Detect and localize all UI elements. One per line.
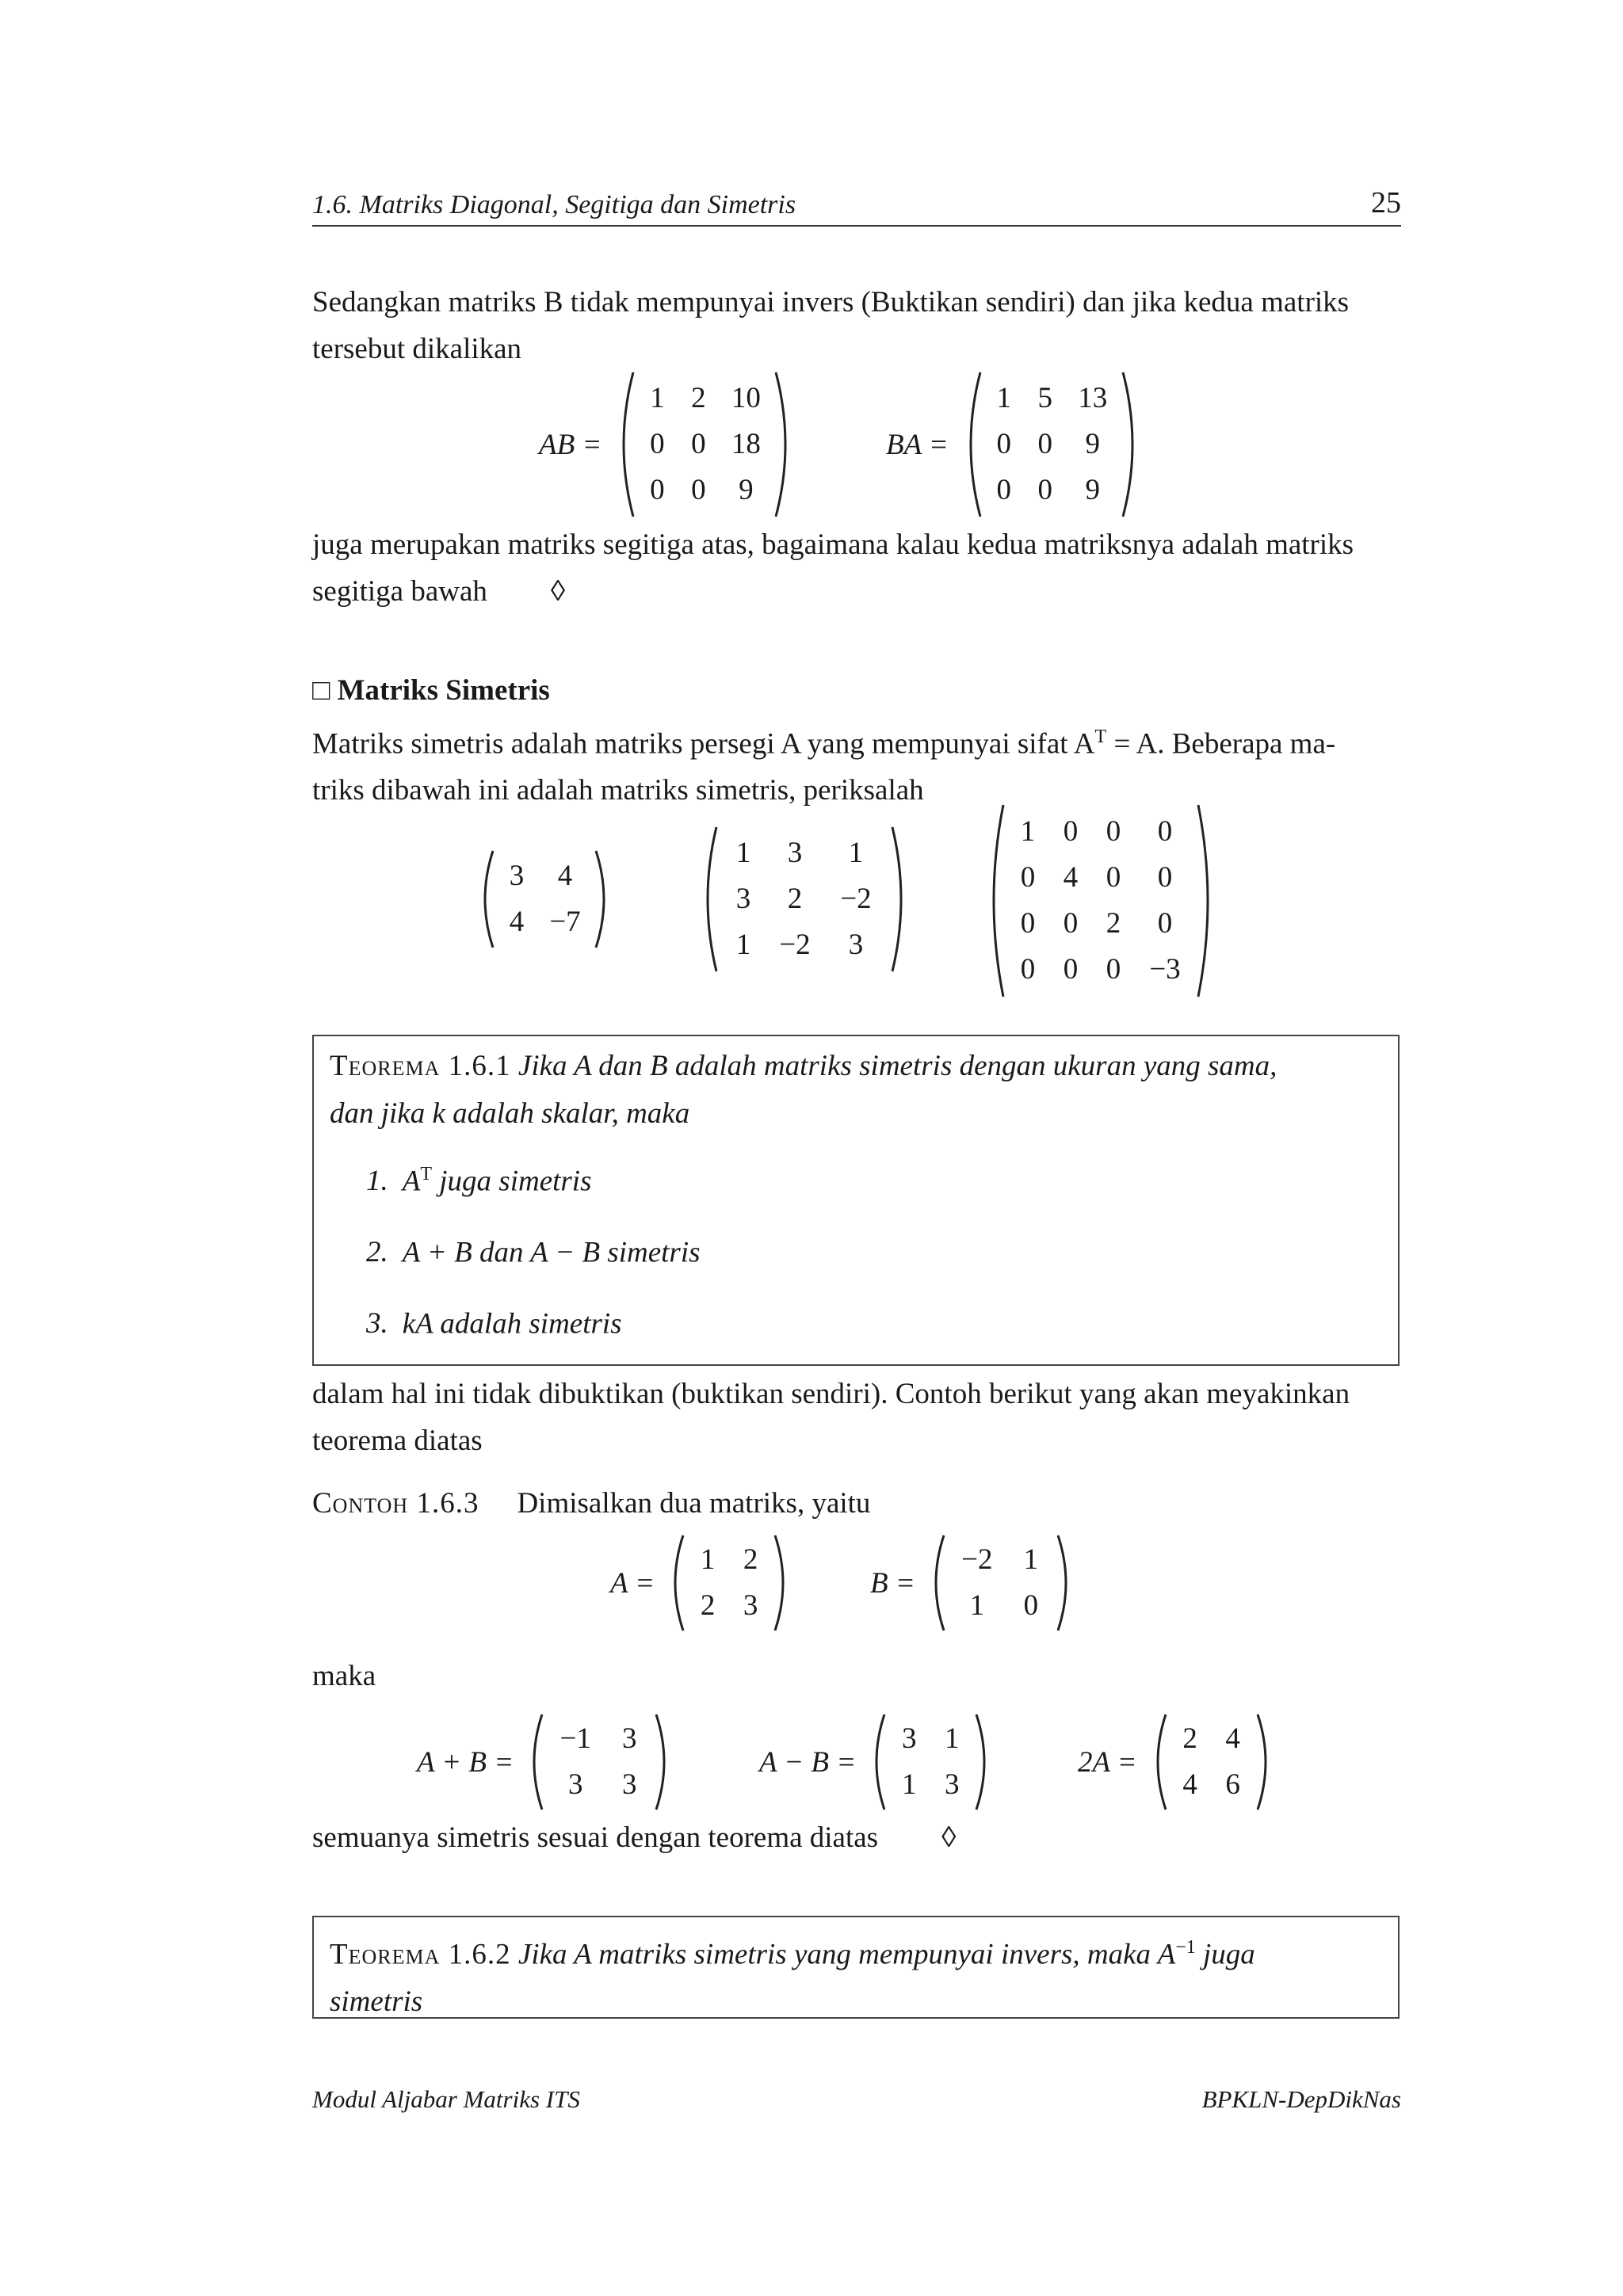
paragraph-intro-line2: tersebut dikalikan (312, 333, 522, 365)
matrix-cell: 0 (1020, 907, 1036, 940)
matrix-cell: 1 (944, 1722, 960, 1755)
theorem-item-text: kA adalah simetris (402, 1307, 622, 1341)
matrix-cell: 1 (735, 929, 751, 961)
section-title: 1.6. Matriks Diagonal, Segitiga dan Simetris (312, 190, 796, 219)
theorem-label: Teorema 1.6.1 (330, 1050, 511, 1082)
matrix-sum (545, 1716, 653, 1808)
matrix-cell: 2 (691, 382, 706, 414)
matrix-cell: 1 (700, 1543, 716, 1576)
example-heading (312, 1480, 1401, 1527)
theorem-text: Jika A matriks simetris yang mempunyai invers, maka A (510, 1938, 1176, 1971)
matrix-cell: −2 (840, 883, 872, 915)
page-header (312, 185, 1401, 227)
example-text: Dimisalkan dua matriks, yaitu (517, 1487, 871, 1520)
matrix-cell: 3 (567, 1768, 583, 1801)
matrix-cell: 1 (1020, 815, 1036, 848)
matrix-cell: 0 (1157, 907, 1173, 940)
inverse-sup: −1 (1175, 1937, 1196, 1958)
theorem-item-list (314, 1150, 1398, 1364)
matrix-cell: 2 (700, 1589, 716, 1622)
paragraph-not-proven-line1: dalam hal ini tidak dibuktikan (buktikan sendiri). Contoh berikut yang akan meyakinkan (312, 1378, 1350, 1410)
theorem-item-text: A + B dan A − B simetris (402, 1236, 701, 1269)
theorem-item-sup: T (420, 1164, 433, 1184)
matrix-m3 (720, 830, 889, 968)
matrix-cell: 0 (691, 474, 706, 506)
matrix-diff-equation (759, 1711, 994, 1813)
matrix-cell: 3 (848, 929, 864, 961)
theorem-box-2 (312, 1916, 1400, 2019)
paragraph-upper-triangular (312, 521, 1401, 615)
matrix-ab-equation (539, 369, 796, 520)
theorem-item-text-end: juga simetris (432, 1165, 592, 1198)
theorem-item-number: 3. (366, 1307, 388, 1341)
matrix-cell: 3 (944, 1768, 960, 1801)
left-paren (867, 1711, 888, 1813)
matrix-cell: 0 (650, 474, 665, 506)
matrix-cell: −3 (1149, 953, 1181, 986)
right-paren (1195, 802, 1219, 1000)
matrix-cell: −7 (549, 906, 581, 938)
right-paren (973, 1711, 994, 1813)
matrix-diff-label: A − B = (759, 1745, 857, 1779)
page-footer (312, 2085, 1401, 2114)
left-paren (666, 1532, 686, 1634)
matrix-cell: −2 (961, 1543, 993, 1576)
footer-right: BPKLN-DepDikNas (1201, 2085, 1401, 2113)
left-paren (613, 369, 636, 520)
matrix-ba (983, 376, 1120, 513)
section-heading: Matriks Simetris (337, 674, 550, 707)
matrix-ab (636, 376, 773, 513)
matrix-cell: 3 (621, 1768, 637, 1801)
footer-left: Modul Aljabar Matriks ITS (312, 2085, 580, 2113)
matrix-cell: 0 (1063, 953, 1079, 986)
definition-text: Matriks simetris adalah matriks persegi A yang mempunyai sifat A (312, 727, 1095, 761)
example-label: Contoh 1.6.3 (312, 1487, 479, 1520)
paragraph-not-proven (312, 1371, 1401, 1464)
left-paren (697, 824, 720, 974)
matrix-twice-equation (1078, 1711, 1275, 1813)
matrix-cell: 1 (1023, 1543, 1039, 1576)
matrix-sum-equation (417, 1711, 674, 1813)
matrix-b-label: B = (870, 1566, 915, 1600)
matrix-diff (888, 1716, 973, 1808)
conclusion-text: semuanya simetris sesuai dengan teorema diatas (312, 1821, 879, 1854)
left-paren (1148, 1711, 1169, 1813)
matrix-cell: 13 (1078, 382, 1108, 414)
matrix-cell: 1 (969, 1589, 985, 1622)
matrix-cell: 18 (731, 428, 761, 460)
matrix-cell: 0 (1023, 1589, 1039, 1622)
matrix-cell: 3 (787, 837, 803, 869)
right-paren (889, 824, 911, 974)
theorem-item-number: 2. (366, 1236, 388, 1269)
matrix-m2 (496, 853, 593, 945)
theorem-label: Teorema 1.6.2 (330, 1938, 511, 1971)
paragraph-upper-line1: juga merupakan matriks segitiga atas, bagaimana kalau kedua matriksnya adalah matriks (312, 528, 1354, 561)
matrix-cell: 0 (1063, 907, 1079, 940)
square-bullet-icon: □ (312, 674, 330, 707)
theorem-text-line2: dan jika k adalah skalar, maka (330, 1097, 690, 1130)
matrix-cell: 3 (735, 883, 751, 915)
matrix-cell: 0 (1037, 428, 1053, 460)
matrix-cell: 1 (735, 837, 751, 869)
right-paren (772, 1532, 792, 1634)
symmetric-matrix-4x4 (983, 802, 1219, 1000)
matrix-cell: 0 (691, 428, 706, 460)
matrix-cell: 2 (743, 1543, 758, 1576)
paragraph-upper-line2: segitiga bawah (312, 575, 487, 608)
theorem-text-line2: simetris (330, 1985, 423, 2019)
matrix-cell: 1 (901, 1768, 917, 1801)
matrix-b (947, 1537, 1055, 1629)
end-diamond-icon: ◊ (550, 575, 566, 608)
matrix-cell: 1 (996, 382, 1012, 414)
matrix-sum-label: A + B = (417, 1745, 514, 1779)
matrix-cell: 0 (1063, 815, 1079, 848)
matrix-cell: 3 (743, 1589, 758, 1622)
matrix-cell: 0 (996, 474, 1012, 506)
symmetric-matrix-3x3 (697, 824, 911, 974)
matrix-cell: 4 (557, 860, 573, 892)
theorem-item (366, 1150, 1398, 1222)
matrix-cell: 0 (1157, 861, 1173, 894)
symmetric-matrix-2x2 (475, 848, 613, 951)
matrix-cell: 2 (1182, 1722, 1197, 1755)
theorem-text-end: juga (1195, 1938, 1255, 1971)
matrix-cell: 0 (1157, 815, 1173, 848)
left-paren (960, 369, 983, 520)
matrix-cell: 4 (1225, 1722, 1240, 1755)
matrix-b-equation (870, 1532, 1075, 1634)
maka-text: maka (312, 1660, 376, 1692)
end-diamond-icon: ◊ (941, 1821, 957, 1854)
matrix-a-equation (610, 1532, 792, 1634)
matrix-cell: 3 (621, 1722, 637, 1755)
right-paren (1120, 369, 1144, 520)
matrix-cell: 6 (1225, 1768, 1240, 1801)
matrix-cell: −2 (779, 929, 811, 961)
matrix-cell: 5 (1037, 382, 1053, 414)
matrix-cell: 0 (1020, 953, 1036, 986)
left-paren (926, 1532, 947, 1634)
matrix-cell: 1 (848, 837, 864, 869)
paragraph-not-proven-line2: teorema diatas (312, 1425, 483, 1457)
matrix-cell: 0 (1106, 953, 1121, 986)
theorem-text: Jika A dan B adalah matriks simetris dengan ukuran yang sama, (510, 1050, 1277, 1082)
paragraph-intro-line1: Sedangkan matriks B tidak mempunyai invers (Buktikan sendiri) dan jika kedua matriks (312, 286, 1350, 318)
matrix-cell: 3 (901, 1722, 917, 1755)
matrix-cell: 4 (1182, 1768, 1197, 1801)
right-paren (1055, 1532, 1075, 1634)
transpose-sup: T (1094, 727, 1107, 747)
matrix-twice (1169, 1716, 1254, 1808)
example-conclusion (312, 1814, 1401, 1861)
matrix-cell: 0 (1037, 474, 1053, 506)
page-number: 25 (1371, 186, 1401, 219)
matrix-ba-equation (886, 369, 1144, 520)
matrix-ba-label: BA = (886, 428, 949, 461)
matrix-cell: 0 (1020, 861, 1036, 894)
theorem-box-1 (312, 1035, 1400, 1366)
theorem-item (366, 1222, 1398, 1293)
matrix-a-label: A = (610, 1566, 655, 1600)
left-paren (525, 1711, 545, 1813)
matrix-ab-label: AB = (539, 428, 602, 461)
matrix-cell: 10 (731, 382, 761, 414)
theorem-item-text: A (402, 1165, 421, 1198)
matrix-cell: −1 (559, 1722, 591, 1755)
matrix-cell: 9 (1085, 474, 1101, 506)
matrix-cell: 9 (1085, 428, 1101, 460)
matrix-cell: 0 (1106, 815, 1121, 848)
matrix-cell: 3 (509, 860, 525, 892)
theorem-item-number: 1. (366, 1165, 388, 1198)
matrix-twice-label: 2A = (1078, 1745, 1137, 1779)
right-paren (653, 1711, 674, 1813)
matrix-cell: 1 (650, 382, 665, 414)
paragraph-intro (312, 279, 1401, 372)
definition-line2: triks dibawah ini adalah matriks simetris, periksalah (312, 774, 924, 807)
section-symmetric (312, 667, 1401, 814)
matrix-cell: 0 (996, 428, 1012, 460)
left-paren (475, 848, 496, 951)
definition-text-end: = A. Beberapa ma- (1106, 727, 1336, 761)
theorem-item (366, 1293, 1398, 1364)
right-paren (773, 369, 796, 520)
matrix-cell: 2 (787, 883, 803, 915)
matrix-a (686, 1537, 772, 1629)
matrix-cell: 9 (739, 474, 754, 506)
matrix-cell: 2 (1106, 907, 1121, 940)
matrix-cell: 0 (1106, 861, 1121, 894)
matrix-m4 (1006, 809, 1195, 993)
matrix-cell: 4 (509, 906, 525, 938)
left-paren (983, 802, 1006, 1000)
matrix-cell: 0 (650, 428, 665, 460)
right-paren (1254, 1711, 1275, 1813)
matrix-cell: 4 (1063, 861, 1079, 894)
right-paren (593, 848, 613, 951)
